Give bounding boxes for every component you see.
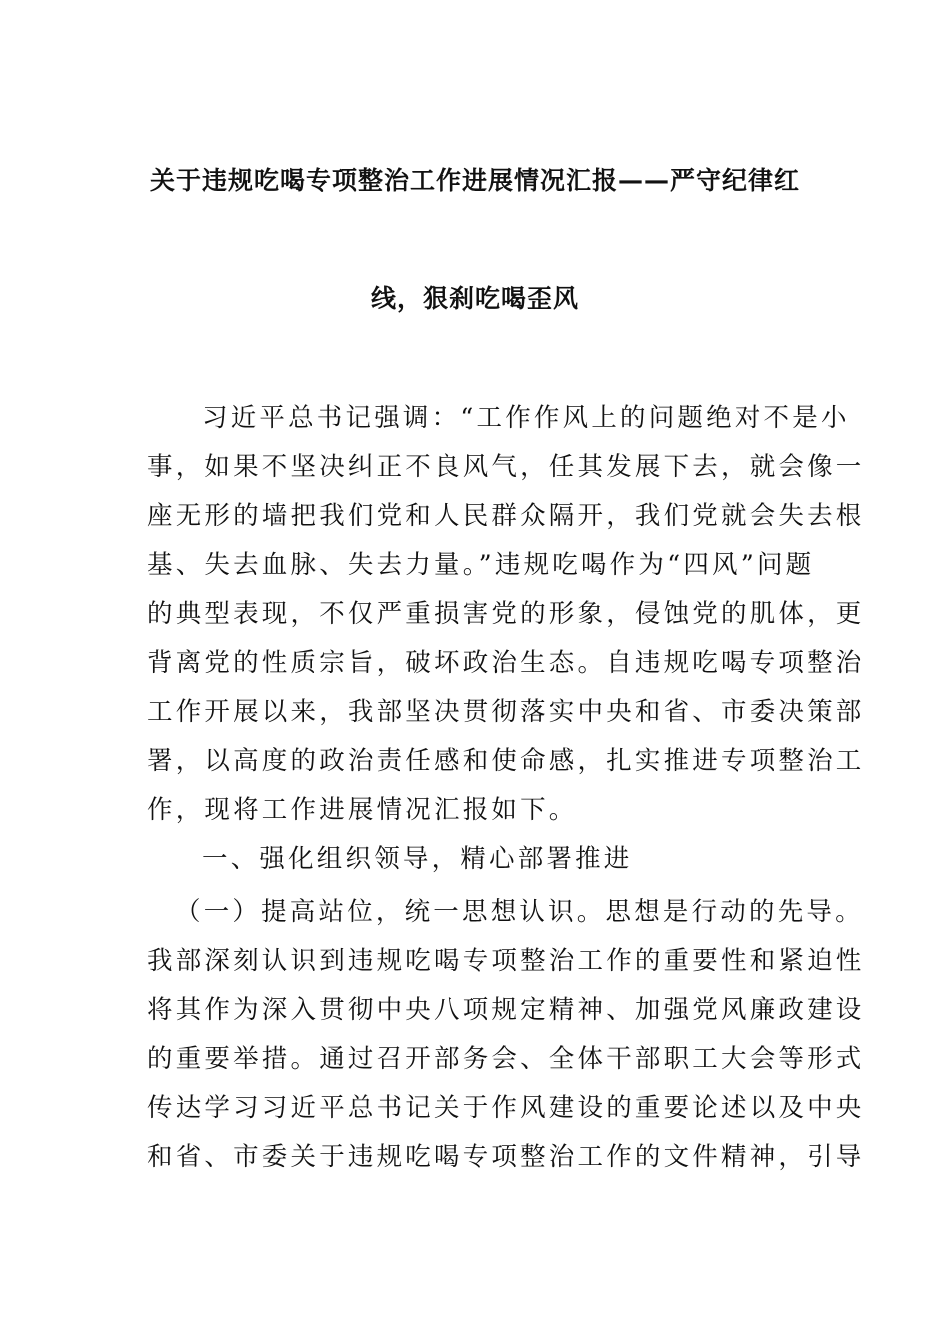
paragraph-line: 作，现将工作进展情况汇报如下。 bbox=[147, 795, 578, 825]
paragraph-line: 传达学习习近平总书记关于作风建设的重要论述以及中央 bbox=[147, 1093, 865, 1123]
paragraph-line: 座无形的墙把我们党和人民群众隔开，我们党就会失去根 bbox=[147, 501, 865, 531]
paragraph-line: 署，以高度的政治责任感和使命感，扎实推进专项整治工 bbox=[147, 746, 865, 776]
section-heading-1 bbox=[147, 835, 837, 884]
paragraph-line: 的重要举措。通过召开部务会、全体干部职工大会等形式 bbox=[147, 1044, 865, 1074]
paragraph-line: 背离党的性质宗旨，破坏政治生态。自违规吃喝专项整治 bbox=[147, 648, 865, 678]
paragraph-line: （一）提高站位，统一思想认识。思想是行动的先导。 bbox=[175, 897, 864, 927]
section-heading-text: 一、强化组织领导，精心部署推进 bbox=[202, 844, 633, 874]
document-title-line-1: 关于违规吃喝专项整治工作进展情况汇报——严守纪律红 bbox=[149, 166, 800, 195]
paragraph-line: 工作开展以来，我部坚决贯彻落实中央和省、市委决策部 bbox=[147, 697, 865, 727]
paragraph-line: 我部深刻认识到违规吃喝专项整治工作的重要性和紧迫性 bbox=[147, 946, 865, 976]
paragraph-line: 事，如果不坚决纠正不良风气，任其发展下去，就会像一 bbox=[147, 452, 865, 482]
paragraph-line: 习近平总书记强调：“工作作风上的问题绝对不是小 bbox=[202, 403, 850, 433]
paragraph-intro bbox=[147, 394, 865, 835]
paragraph-line: 将其作为深入贯彻中央八项规定精神、加强党风廉政建设 bbox=[147, 995, 865, 1025]
paragraph-line: 和省、市委关于违规吃喝专项整治工作的文件精神，引导 bbox=[147, 1142, 865, 1172]
paragraph-line: 基、失去血脉、失去力量。”违规吃喝作为“四风”问题 bbox=[147, 550, 815, 580]
paragraph-section-1-1 bbox=[147, 888, 865, 1182]
paragraph-line: 的典型表现，不仅严重损害党的形象，侵蚀党的肌体，更 bbox=[147, 599, 865, 629]
document-title-line-2: 线，狠刹吃喝歪风 bbox=[370, 284, 579, 313]
